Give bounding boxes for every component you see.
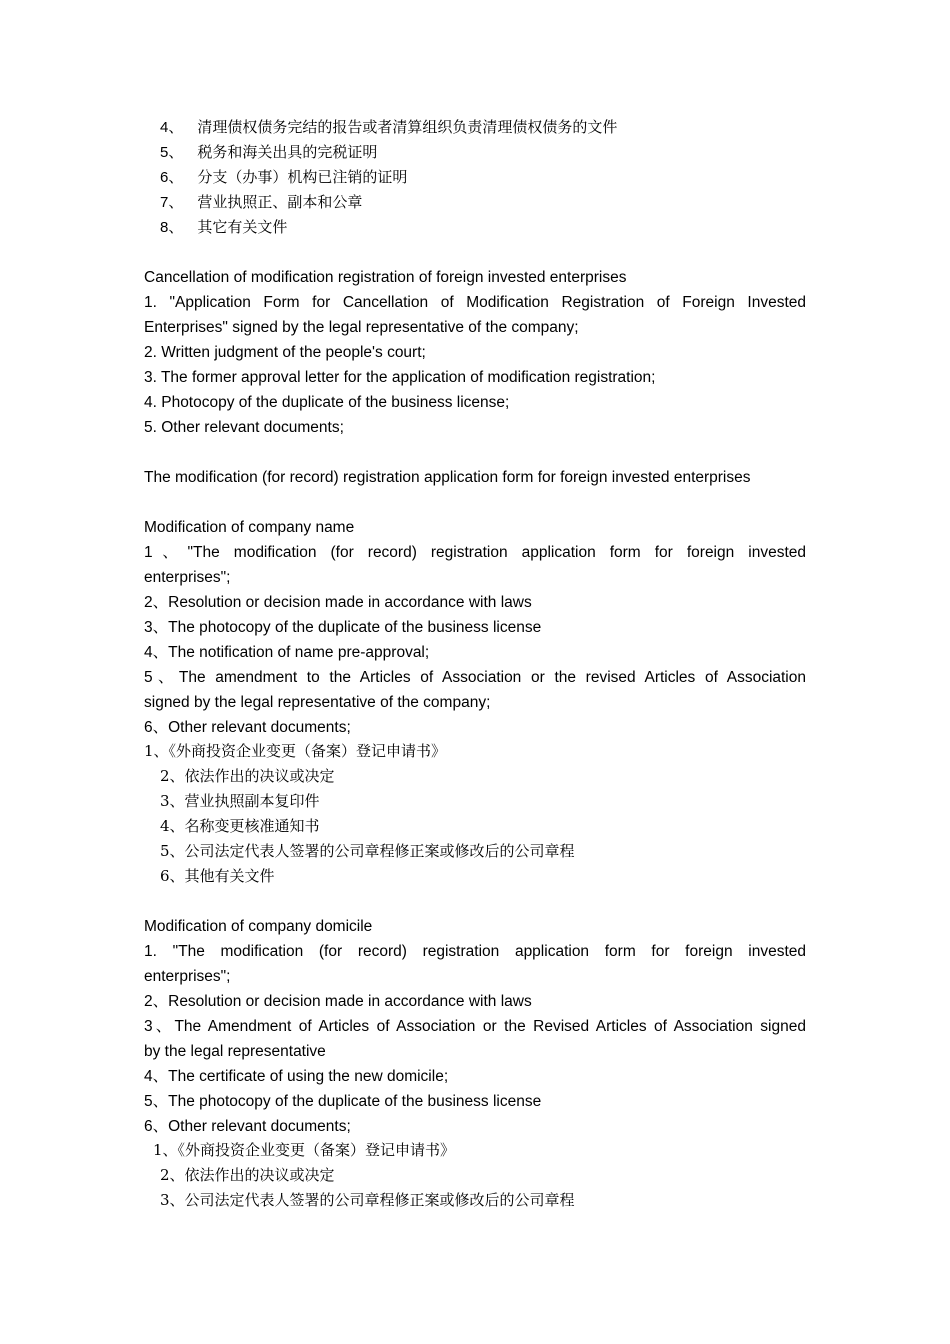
- cn-list-item: 2、依法作出的决议或决定: [160, 767, 335, 785]
- cn-list-item: 1、《外商投资企业变更（备案）登记申请书》: [153, 1141, 456, 1159]
- cn-list-item: [160, 215, 822, 240]
- list-item: 1. "Application Form for Cancellation of Modification Registration of Foreign Invested: [144, 294, 806, 311]
- list-item: 4. Photocopy of the duplicate of the business license;: [144, 394, 510, 411]
- list-item-continuation: by the legal representative: [144, 1043, 326, 1060]
- item-text: 其它有关文件: [197, 218, 288, 236]
- item-number: 8、: [160, 219, 184, 236]
- cn-list-item: 1、《外商投资企业变更（备案）登记申请书》: [144, 742, 447, 760]
- list-item: 6、Other relevant documents;: [144, 1118, 351, 1135]
- list-item: 1、"The modification (for record) registration application form for foreign invested: [144, 544, 806, 561]
- list-item: 5. Other relevant documents;: [144, 419, 344, 436]
- item-number: 7、: [160, 194, 184, 211]
- section-heading-name-change: Modification of company name: [144, 519, 355, 536]
- list-item: 6、Other relevant documents;: [144, 719, 351, 736]
- section-heading-domicile-change: Modification of company domicile: [144, 918, 373, 935]
- cn-list-item: [160, 165, 822, 190]
- cn-list-item: [160, 190, 822, 215]
- list-item-continuation: enterprises";: [144, 569, 231, 586]
- item-number: 5、: [160, 144, 184, 161]
- cn-list-item: [160, 140, 822, 165]
- cn-list-item: 4、名称变更核准通知书: [160, 817, 320, 835]
- list-item: 4、The certificate of using the new domicile;: [144, 1068, 449, 1085]
- cn-list-item: 2、依法作出的决议或决定: [160, 1166, 335, 1184]
- cn-list-item: 5、公司法定代表人签署的公司章程修正案或修改后的公司章程: [160, 842, 575, 860]
- list-item: 2、Resolution or decision made in accordance with laws: [144, 594, 532, 611]
- list-item: 1. "The modification (for record) registration application form for foreign invested: [144, 943, 806, 960]
- list-item-continuation: Enterprises" signed by the legal representative of the company;: [144, 319, 579, 336]
- cn-list-item: 3、营业执照副本复印件: [160, 792, 320, 810]
- item-text: 清理债权债务完结的报告或者清算组织负责清理债权债务的文件: [197, 118, 618, 136]
- section-heading-cancellation: Cancellation of modification registration of foreign invested enterprises: [144, 269, 627, 286]
- list-item: 2、Resolution or decision made in accordance with laws: [144, 993, 532, 1010]
- list-item: 4、The notification of name pre-approval;: [144, 644, 430, 661]
- item-number: 4、: [160, 119, 184, 136]
- item-text: 营业执照正、副本和公章: [197, 193, 363, 211]
- list-item: 2. Written judgment of the people's court;: [144, 344, 426, 361]
- list-item-continuation: enterprises";: [144, 968, 231, 985]
- list-item: 3、The Amendment of Articles of Association or the Revised Articles of Association signed: [144, 1018, 806, 1035]
- list-item-continuation: signed by the legal representative of the company;: [144, 694, 491, 711]
- cn-list-item: 3、公司法定代表人签署的公司章程修正案或修改后的公司章程: [160, 1191, 575, 1209]
- section-title-form: The modification (for record) registration application form for foreign invested enterprises: [144, 469, 751, 486]
- item-text: 税务和海关出具的完税证明: [197, 143, 378, 161]
- list-item: 5、The amendment to the Articles of Association or the revised Articles of Association: [144, 669, 806, 686]
- cn-list-item: 6、其他有关文件: [160, 867, 275, 885]
- cn-list-item: [160, 115, 822, 140]
- list-item: 3. The former approval letter for the application of modification registration;: [144, 369, 656, 386]
- list-item: 5、The photocopy of the duplicate of the business license: [144, 1093, 542, 1110]
- item-number: 6、: [160, 169, 184, 186]
- item-text: 分支（办事）机构已注销的证明: [197, 168, 408, 186]
- list-item: 3、The photocopy of the duplicate of the business license: [144, 619, 542, 636]
